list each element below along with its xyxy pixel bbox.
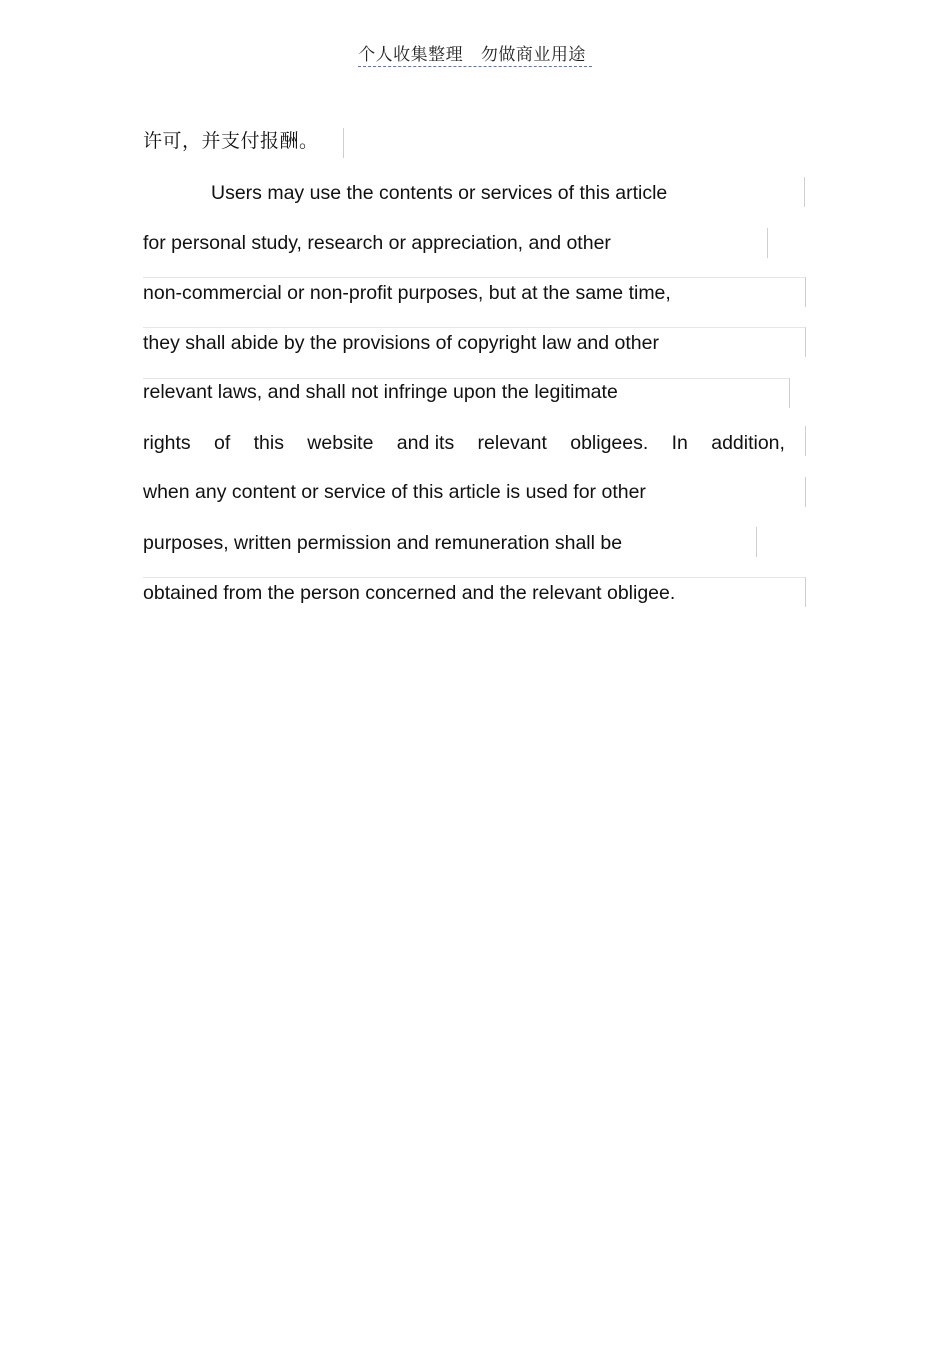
word: obligees. <box>570 432 649 454</box>
paragraph-line-6 <box>143 431 785 455</box>
word: website <box>307 432 374 454</box>
paragraph-line-4: they shall abide by the provisions of copyright law and other <box>143 332 659 354</box>
line-end-marker <box>805 426 806 456</box>
header-notice: 个人收集整理 勿做商业用途 <box>358 40 592 67</box>
line-end-marker <box>805 277 806 307</box>
page-header <box>0 40 950 67</box>
paragraph-line-7: when any content or service of this article is used for other <box>143 481 646 503</box>
line-rule <box>143 327 806 328</box>
line-rule <box>143 378 790 379</box>
line-rule <box>143 577 806 578</box>
word: In <box>671 432 688 454</box>
word: of <box>214 432 231 454</box>
paragraph-line-2: for personal study, research or appreciation, and other <box>143 232 611 254</box>
paragraph-line-3: non-commercial or non-profit purposes, but at the same time, <box>143 282 671 304</box>
line-rule <box>143 277 806 278</box>
text-line-cn: 许可，并支付报酬。 <box>143 130 319 152</box>
line-end-marker <box>805 477 806 507</box>
word: this <box>253 432 284 454</box>
line-end-marker <box>756 527 757 557</box>
word: rights <box>143 432 191 454</box>
word: relevant <box>477 432 547 454</box>
line-end-marker <box>805 577 806 607</box>
line-end-marker <box>767 228 768 258</box>
paragraph-line-5: relevant laws, and shall not infringe upon the legitimate <box>143 381 618 403</box>
line-end-marker <box>805 327 806 357</box>
word: addition, <box>711 432 785 454</box>
word: and its <box>396 432 455 454</box>
line-end-marker <box>343 128 344 158</box>
paragraph-line-1: Users may use the contents or services of this article <box>211 182 668 204</box>
line-end-marker <box>789 378 790 408</box>
paragraph-line-9: obtained from the person concerned and the relevant obligee. <box>143 582 676 604</box>
line-end-marker <box>804 177 805 207</box>
paragraph-line-8: purposes, written permission and remuneration shall be <box>143 532 623 554</box>
